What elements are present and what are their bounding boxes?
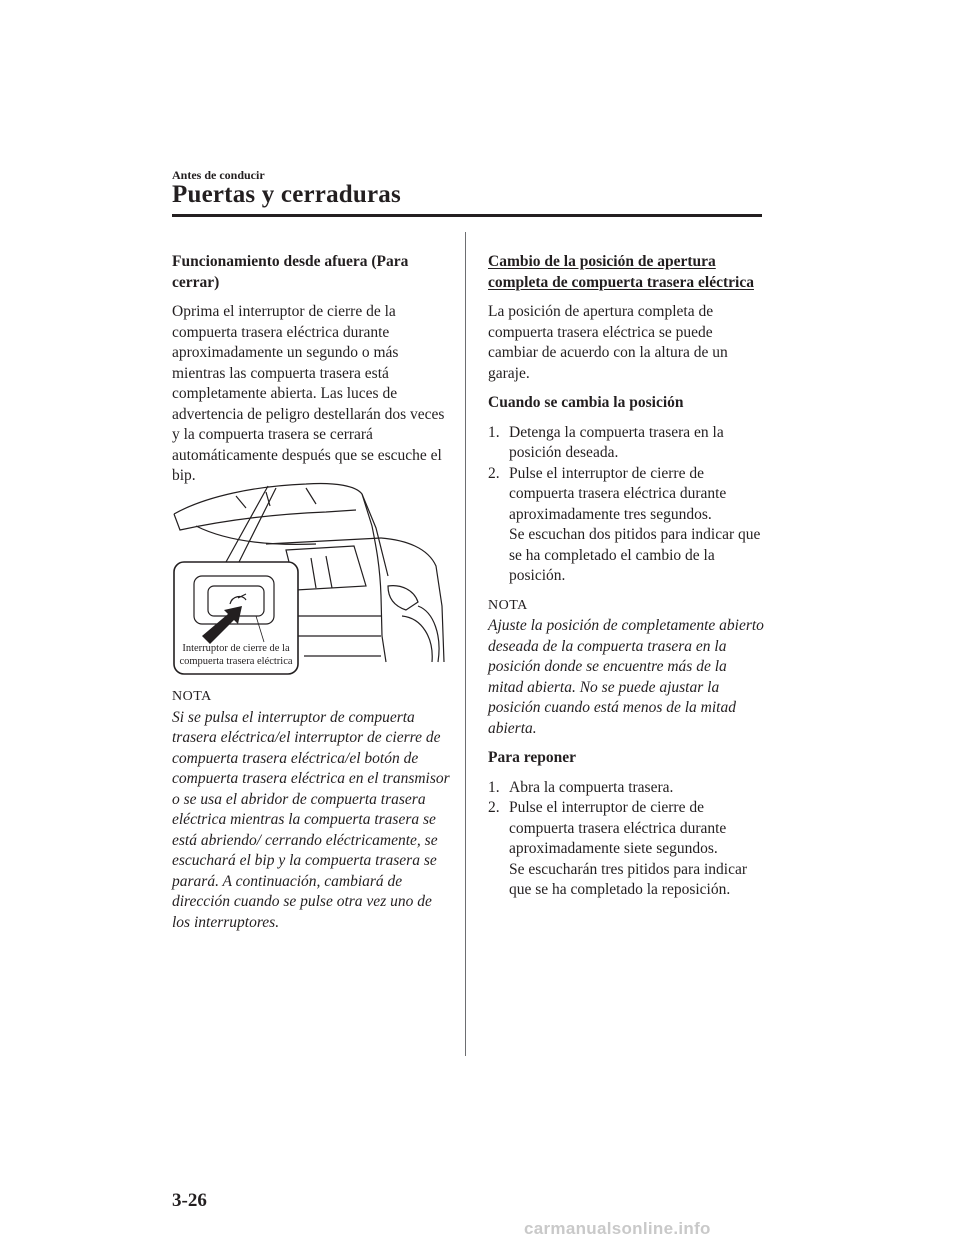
header-rule (172, 214, 762, 217)
list-item (488, 423, 764, 464)
step-number: 2. (488, 799, 500, 816)
step-text: Pulse el interruptor de cierre de compuerta trasera eléctrica durante aproximadamente siete segundos. (509, 799, 727, 857)
callout-label-line2: compuerta trasera eléctrica (179, 656, 293, 667)
list-item (488, 798, 764, 901)
when-change-heading: Cuando se cambia la posición (488, 394, 684, 411)
site-watermark: carmanualsonline.info (524, 1219, 711, 1238)
reset-steps-list (488, 778, 764, 901)
step-number: 2. (488, 464, 500, 482)
left-column (172, 252, 450, 487)
change-steps-list (488, 423, 764, 587)
callout-label-line1: Interruptor de cierre de la (182, 643, 290, 654)
outside-close-heading: Funcionamiento desde afuera (Para cerrar) (172, 253, 409, 291)
outside-close-body: Oprima el interruptor de cierre de la compuerta trasera eléctrica durante aproximadamente un segundo o más mientras las compuerta trasera está completamente abierta. Las luces de advertencia de peligro destellarán dos veces y la compuerta trasera se cerrará automáticamente después que se escuche el bip. (172, 303, 445, 484)
list-item (488, 464, 764, 587)
left-note (172, 687, 450, 933)
step-text: Abra la compuerta trasera. (509, 778, 674, 796)
reset-heading: Para reponer (488, 749, 576, 766)
step-text: Detenga la compuerta trasera en la posición deseada. (509, 423, 724, 461)
note-label: NOTA (488, 597, 528, 613)
section-kicker: Antes de conducir (172, 168, 265, 182)
step-number: 1. (488, 423, 500, 441)
change-position-heading: Cambio de la posición de apertura completa de compuerta trasera eléctrica (488, 253, 754, 291)
note-label: NOTA (172, 689, 212, 704)
change-position-intro: La posición de apertura completa de compuerta trasera eléctrica se puede cambiar de acuerdo con la altura de un garaje. (488, 303, 728, 382)
tailgate-switch-illustration (166, 466, 448, 680)
step-extra-text: Se escucharán tres pitidos para indicar que se ha completado la reposición. (509, 860, 748, 898)
chapter-title: Puertas y cerraduras (172, 181, 401, 208)
column-divider (465, 232, 466, 1056)
list-item (488, 778, 764, 799)
step-number: 1. (488, 778, 500, 796)
page-number: 3-26 (172, 1190, 207, 1211)
note-text: Ajuste la posición de completamente abierto deseada de la compuerta trasera en la posición donde se encuentre más de la mitad abierta. No se puede ajustar la posición cuando está menos de la mitad abierta. (488, 617, 764, 737)
note-text: Si se pulsa el interruptor de compuerta trasera eléctrica/el interruptor de cierre de compuerta trasera eléctrica/el botón de compuerta trasera eléctrica en el transmisor o se usa el abridor de compuerta trasera eléctrica mientras la compuerta trasera se está abriendo/ cerrando eléctricamente, se escuchará el bip y la compuerta trasera se parará. A continuación, cambiará de dirección cuando se pulse otra vez uno de los interruptores. (172, 708, 450, 931)
step-text: Pulse el interruptor de cierre de compuerta trasera eléctrica durante aproximadamente tres segundos. (509, 464, 727, 523)
right-column (488, 252, 764, 901)
step-extra-text: Se escuchan dos pitidos para indicar que se ha completado el cambio de la posición. (509, 526, 761, 584)
